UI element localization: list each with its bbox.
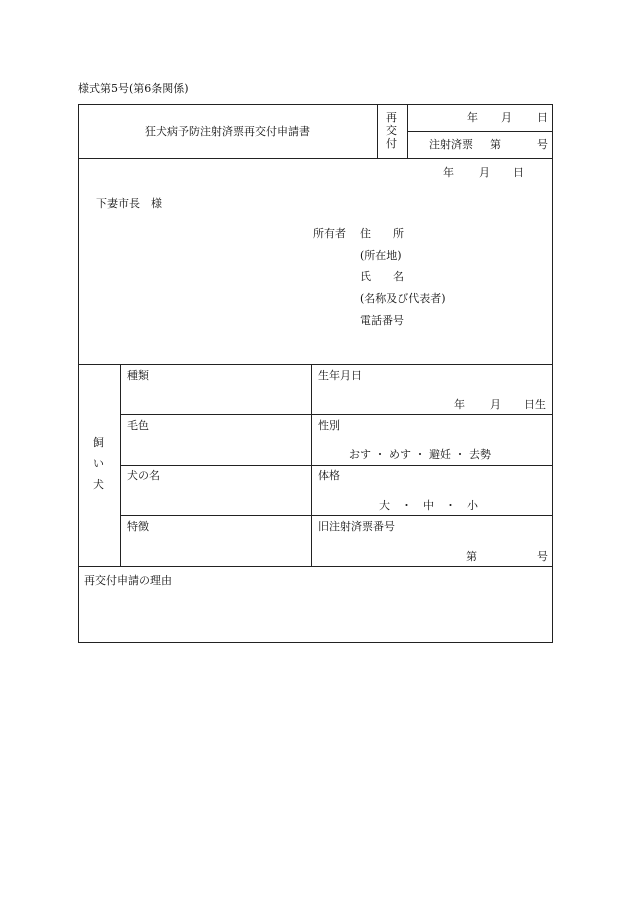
birthdate-month: 月 (490, 398, 501, 411)
table-border-left (78, 104, 79, 642)
size-options: 大 ・ 中 ・ 小 (379, 499, 478, 512)
old-tag-dai: 第 (466, 550, 477, 563)
divider (120, 515, 552, 516)
size-label: 体格 (318, 469, 340, 482)
old-tag-go: 号 (537, 550, 548, 563)
sex-options: おす ・ めす ・ 避妊 ・ 去勢 (349, 448, 491, 461)
divider (78, 566, 553, 567)
divider (120, 414, 552, 415)
breed-label: 種類 (127, 369, 149, 382)
table-border-bottom (78, 642, 553, 643)
form-title: 狂犬病予防注射済票再交付申請書 (145, 125, 310, 138)
features-label: 特徴 (127, 520, 149, 533)
header-tag-dai: 第 (490, 138, 501, 151)
divider (120, 465, 552, 466)
divider (78, 364, 553, 365)
dog-name-label: 犬の名 (127, 469, 160, 482)
header-date-month: 月 (501, 111, 512, 124)
owner-location-label: (所在地) (360, 249, 402, 262)
owner-phone-label: 電話番号 (360, 314, 404, 327)
divider (377, 104, 378, 158)
owner-address-label: 住 所 (360, 227, 404, 240)
reissue-reason-label: 再交付申請の理由 (84, 574, 172, 587)
application-date-year: 年 (443, 166, 454, 179)
owner-corp-name-label: (名称及び代表者) (360, 292, 446, 305)
header-tag-go: 号 (537, 138, 548, 151)
owner-name-label: 氏 名 (360, 270, 404, 283)
dog-section-label: 飼い犬 (93, 436, 104, 491)
owner-label: 所有者 (313, 227, 346, 240)
application-date-month: 月 (479, 166, 490, 179)
header-date-day: 日 (537, 111, 548, 124)
header-tag-label: 注射済票 (429, 138, 473, 151)
divider (407, 131, 552, 132)
birthdate-label: 生年月日 (318, 369, 362, 382)
table-border-right (552, 104, 553, 642)
divider (78, 158, 553, 159)
coat-color-label: 毛色 (127, 419, 149, 432)
sex-label: 性別 (318, 419, 340, 432)
birthdate-day: 日生 (524, 398, 546, 411)
old-tag-number-label: 旧注射済票番号 (318, 520, 395, 533)
table-border-top (78, 104, 553, 105)
birthdate-year: 年 (454, 398, 465, 411)
reissue-label: 再交付 (386, 111, 397, 151)
application-date-day: 日 (513, 166, 524, 179)
addressee: 下妻市長 様 (96, 197, 162, 210)
form-number-label: 様式第5号(第6条関係) (78, 82, 189, 95)
header-date-year: 年 (467, 111, 478, 124)
